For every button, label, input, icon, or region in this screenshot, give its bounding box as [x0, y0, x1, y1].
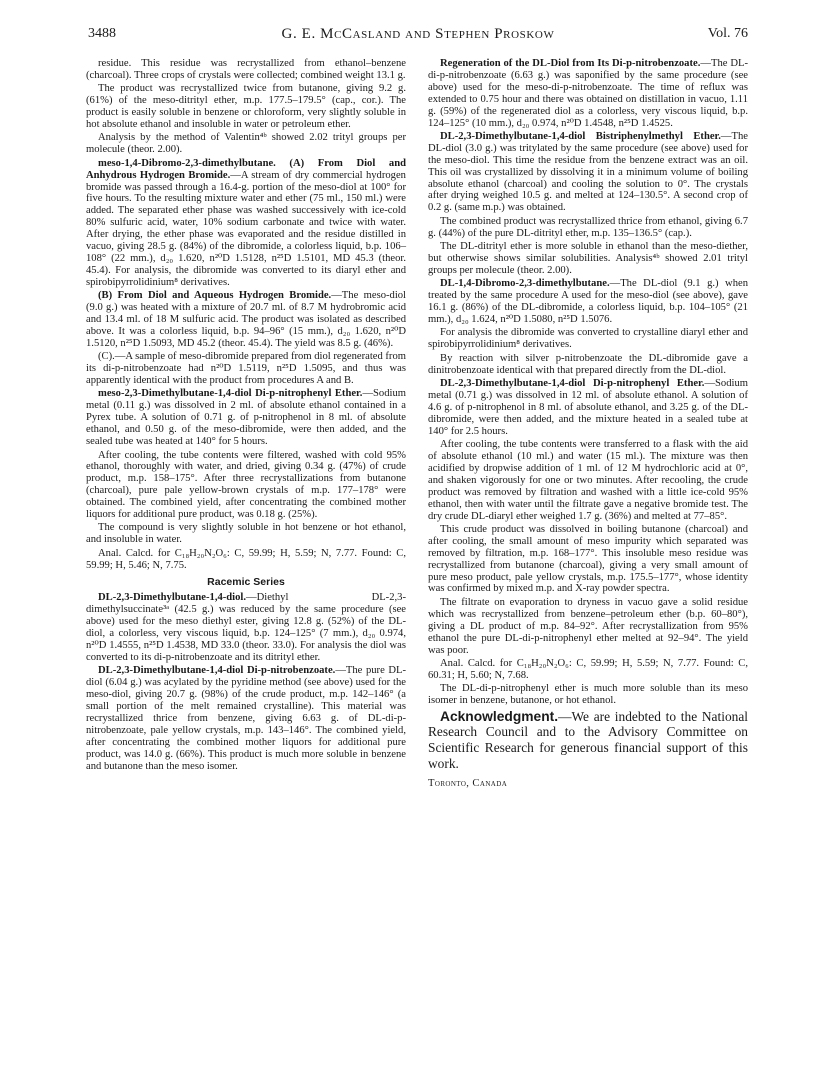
paragraph-text: For analysis the dibromide was converted to crystalline diaryl ether and spirobipyrrolidinium⁸ derivatives. — [428, 327, 748, 351]
paragraph-heading: DL-1,4-Dibromo-2,3-dimethylbutane. — [440, 278, 610, 290]
paragraph-text: —Sodium metal (0.11 g.) was dissolved in 2 ml. of absolute ethanol contained in a Pyrex tube. A solution of 0.71 g. of p-nitrophenol in 8 ml. of absolute ethanol, and 0.50 g. of the meso-dibromide, were then added, and the sealed tube was heated at 140° for 5 hours. — [86, 388, 406, 448]
paragraph-text: —A stream of dry commercial hydrogen bromide was passed through a 16.4-g. portion of the meso-diol at 100° for five hours. To the resulting mixture water and ether (75 ml., 150 ml.) were added. The separated ether phase was washed successively with ice-cold 80% sulfuric acid, water, 10% sodium carbonate and twice with water. After drying, the ether phase was evaporated and the residue distilled in vacuo, giving 28.5 g. (84%) of the dibromide, a colorless liquid, b.p. 106–108° (22 mm.), d₂₀ 1.620, n²⁰D 1.5128, n²⁵D 1.5101, MD 45.3 (theor. 45.4). For analysis, the dibromide was converted to its diaryl ether and spirobipyrrolidinium⁸ derivatives. — [86, 169, 406, 288]
paragraph-text: Analysis by the method of Valentin⁴ᵇ showed 2.02 trityl groups per molecule (theor. 2.00). — [86, 132, 406, 156]
paragraph-heading: DL-2,3-Dimethylbutane-1,4-diol Bistriphenylmethyl Ether. — [440, 130, 721, 142]
running-title-authors: G. E. McCasland and Stephen Proskow — [281, 26, 555, 42]
paragraph-text: —The pure DL-diol (6.04 g.) was acylated by the pyridine method (see above) used for the meso-diol, giving 20.7 g. (98%) of the crude product, m.p. 142–146° (a small portion of the melt remained crystalline). This material was recrystallized thrice from benzene, giving 6.63 g. of DL-di-p-nitrobenzoate, pale yellow crystals, m.p. 143–146°. The combined yield, after concentrating the combined mother liquors for additional pure product, was 14.0 g. (66%). This product is much more soluble in benzene and butanone than the meso isomer. — [86, 665, 406, 772]
page-header — [88, 26, 748, 46]
paragraph — [86, 58, 406, 82]
acknowledgment-text: —We are indebted to the National Research Council and to the Advisory Committee on Scientific Research for generous financial support of this work. — [428, 708, 748, 771]
paragraph-text: The product was recrystallized twice from butanone, giving 9.2 g. (61%) of the meso-ditrityl ether, m.p. 177.5–179.5° (cap., cor.). The product is easily soluble in benzene or chloroform, very slightly soluble in hot absolute ethanol and insoluble in water or petroleum ether. — [86, 83, 406, 131]
acknowledgment-paragraph — [428, 709, 748, 772]
paragraph-heading: (B) From Diol and Aqueous Hydrogen Bromide. — [98, 290, 332, 302]
paragraph — [86, 158, 406, 289]
paragraph-text: The filtrate on evaporation to dryness in vacuo gave a solid residue which was recrystallized from benzene–petroleum ether (b.p. 60–80°), giving a DL product of m.p. 84–92°. After recrystallization from 95% ethanol the pure DL-di-p-nitrophenyl ether melted at 92–94°. The yield was poor. — [428, 596, 748, 656]
paragraph-text: —The DL-di-p-nitrobenzoate (6.63 g.) was saponified by the same procedure (see above) used for the meso-di-p-nitrobenzoate. The time of reflux was extended to 0.75 hour and there was obtained on distillation in vacuo, 1.11 g. (59%) of the regenerated diol as a colorless, very viscous liquid, b.p. 124–125° (10 mm.), d₂₀ 0.974, n²⁰D 1.4548, n²⁵D 1.4525. — [428, 58, 748, 129]
paragraph-text: —The DL-diol (9.1 g.) when treated by the same procedure A used for the meso-diol (see above), gave 16.1 g. (86%) of the DL-dibromide, a colorless liquid, b.p. 104–105° (21 mm.), d₂₀ 1.624, n²⁰D 1.5080, n²⁵D 1.5076. — [428, 278, 748, 326]
paragraph — [428, 439, 748, 522]
paragraph-text: The DL-di-p-nitrophenyl ether is much more soluble than its meso isomer in benzene, butanone, or hot ethanol. — [428, 683, 748, 707]
paragraph — [428, 58, 748, 129]
paragraph — [86, 665, 406, 772]
paragraph — [428, 131, 748, 214]
paragraph-heading: DL-2,3-Dimethylbutane-1,4-diol Di-p-nitrobenzoate. — [98, 665, 336, 677]
paragraph-text: After cooling, the tube contents were filtered, washed with cold 95% ethanol, thoroughly with water, and dried, giving 0.34 g. (47%) of crude product, m.p. 158–175°. After three recrystallizations from butanone (charcoal), pure pale yellow-brown crystals of m.p. 177–178° were obtained. The combined yield, after concentrating the combined mother liquors for additional pure product, was 0.18 g. (25%). — [86, 449, 406, 521]
paragraph-text: —The DL-diol (3.0 g.) was tritylated by the same procedure (see above) used for the meso-diol. This time the residue from the benzene extract was an oil. This oil was crystallized by dissolving it in a minimum volume of boiling absolute ethanol (charcoal) and cooling the solution to 0°. The crystals after drying weighed 10.5 g. and melted at 124–130.5°. A second crop of 0.2 g. (same m.p.) was obtained. — [428, 130, 748, 214]
paragraph-heading: meso-2,3-Dimethylbutane-1,4-diol Di-p-nitrophenyl Ether. — [98, 388, 363, 400]
paragraph — [86, 548, 406, 572]
paragraph — [86, 388, 406, 448]
paragraph — [428, 353, 748, 377]
paragraph-text: After cooling, the tube contents were transferred to a flask with the aid of absolute ethanol (10 ml.) and water (15 ml.). The mixture was then acidified by dropwise addition of 1 ml. of 12 M hydrochloric acid at 0°, and shaken vigorously for one or two minutes. After recooling, the crude product was removed by filtration and washed with a little ice-cold 95% ethanol, then with water until the filtrate gave a negative bromide test. The dry crude DL-diaryl ether weighed 1.7 g. (36%) and melted at 77–85°. — [428, 439, 748, 522]
paragraph — [428, 278, 748, 326]
paragraph — [428, 597, 748, 657]
paragraph — [86, 522, 406, 546]
paragraph-text: residue. This residue was recrystallized from ethanol–benzene (charcoal). Three crops of crystals were collected; combined weight 13.1 g. — [86, 58, 406, 81]
paragraph-text: Anal. Calcd. for C₁₈H₂₀N₂O₆: C, 59.99; H, 5.59; N, 7.77. Found: C, 59.99; H, 5.46; N, 7.75. — [86, 547, 406, 571]
acknowledgment-heading: Acknowledgment. — [440, 708, 559, 724]
page-number: 3488 — [88, 26, 116, 41]
right-column — [428, 58, 748, 790]
paragraph — [428, 683, 748, 707]
paragraph-heading: Regeneration of the DL-Diol from Its Di-p-nitrobenzoate. — [440, 58, 701, 69]
paragraph-heading: DL-2,3-Dimethylbutane-1,4-diol Di-p-nitrophenyl Ether. — [440, 378, 705, 390]
paragraph — [86, 351, 406, 387]
author-location: Toronto, Canada — [428, 777, 508, 789]
paragraph-text: —The meso-diol (9.0 g.) was heated with a mixture of 20.7 ml. of 8.7 M hydrobromic acid and 13.4 ml. of 18 M sulfuric acid. The product was isolated as described above. It was a colorless liquid, b.p. 94–96° (15 mm.), d₂₀ 1.620, n²⁰D 1.5120, n²⁵D 1.5093, MD 45.2 (theor. 45.4). The yield was 8.5 g. (46%). — [86, 290, 406, 349]
paragraph — [428, 378, 748, 438]
paragraph — [428, 327, 748, 351]
section-heading: Racemic Series — [207, 575, 285, 588]
paragraph-text: Anal. Calcd. for C₁₈H₂₀N₂O₆: C, 59.99; H, 5.59; N, 7.77. Found: C, 60.31; H, 5.60; N, 7.68. — [428, 657, 748, 681]
paragraph-text: —Sodium metal (0.71 g.) was dissolved in 12 ml. of absolute ethanol. A solution of 4.6 g. of p-nitrophenol in 8 ml. of absolute ethanol, and 3.25 g. of the DL-dibromide, were then added, and the mixture heated in a sealed tube at 140° for 2.5 hours. — [428, 378, 748, 437]
paragraph — [428, 658, 748, 682]
paragraph-text: This crude product was dissolved in boiling butanone (charcoal) and after cooling, the small amount of meso impurity which separated was removed by filtration, m.p. 168–177°. This insoluble meso residue was recrystallized from butanone (charcoal), giving a very small amount of pure meso product, pale yellow crystals, m.p. 175.5–177°, whose identity was confirmed by mixed m.p. and X-ray powder spectra. — [428, 523, 748, 595]
paragraph — [86, 450, 406, 521]
right-column-body — [428, 58, 748, 707]
paragraph-heading: meso-1,4-Dibromo-2,3-dimethylbutane. (A) From Diol and Anhydrous Hydrogen Bromide. — [86, 157, 406, 181]
paragraph-text: (C).—A sample of meso-dibromide prepared from diol regenerated from its di-p-nitrobenzoate had n²⁰D 1.5119, n²⁵D 1.5095, and thus was apparently identical with the product from procedures A and B. — [86, 351, 406, 387]
paragraph — [86, 592, 406, 663]
paragraph — [428, 216, 748, 240]
paragraph — [86, 132, 406, 156]
volume-label: Vol. 76 — [707, 26, 748, 41]
paragraph-text: The compound is very slightly soluble in hot benzene or hot ethanol, and insoluble in water. — [86, 522, 406, 546]
paragraph — [86, 83, 406, 131]
left-column — [86, 58, 406, 774]
paragraph — [86, 290, 406, 350]
paragraph-heading: DL-2,3-Dimethylbutane-1,4-diol. — [98, 592, 247, 604]
paragraph — [428, 241, 748, 277]
paragraph — [428, 524, 748, 595]
paragraph-text: —Diethyl DL-2,3-dimethylsuccinate³ᵃ (42.5 g.) was reduced by the same procedure (see above) used for the meso diethyl ester, giving 12.8 g. (52%) of the DL-diol, a colorless, very viscous liquid, b.p. 124–125° (7 mm.), d₂₀ 0.974, n²⁰D 1.4555, n²⁵D 1.4538, MD 33.0 (theor. 33.0). For analysis the diol was converted to its di-p-nitrobenzoate and its ditrityl ether. — [86, 592, 406, 663]
paragraph-text: By reaction with silver p-nitrobenzoate the DL-dibromide gave a dinitrobenzoate identical with that prepared directly from the DL-diol. — [428, 352, 748, 376]
paragraph-text: The combined product was recrystallized thrice from ethanol, giving 6.7 g. (44%) of the pure DL-ditrityl ether, m.p. 135–136.5° (cap.). — [428, 215, 748, 239]
paragraph-text: The DL-ditrityl ether is more soluble in ethanol than the meso-diether, but otherwise shows similar solubilities. Analysis⁴ᵇ showed 2.01 trityl groups per molecule (theor. 2.00). — [428, 241, 748, 276]
